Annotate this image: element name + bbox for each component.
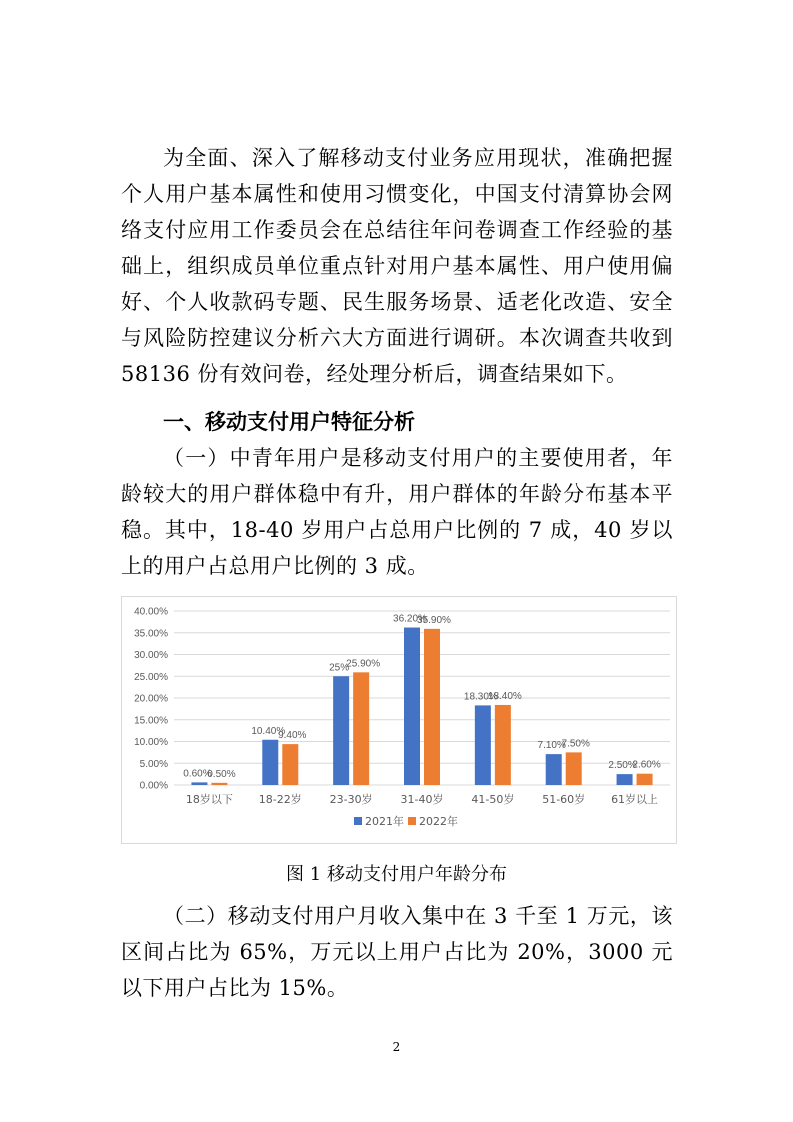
finding-paragraph-1: （一）中青年用户是移动支付用户的主要使用者，年龄较大的用户群体稳中有升，用户群体的年龄分布基本平稳。其中，18-40 岁用户占总用户比例的 7 成，40 岁以上的用户占总用户比例的 3 成。 <box>121 446 673 578</box>
y-tick-label: 5.00% <box>139 758 168 770</box>
bar-2022 <box>353 672 369 785</box>
bar-2022 <box>566 752 582 785</box>
intro-paragraph: 为全面、深入了解移动支付业务应用现状，准确把握个人用户基本属性和使用习惯变化，中国支付清算协会网络支付应用工作委员会在总结往年问卷调查工作经验的基础上，组织成员单位重点针对用户基本属性、用户使用偏好、个人收款码专题、民生服务场景、适老化改造、安全与风险防控建议分析六大方面进行调研。本次调查共收到 58136 份有效问卷，经处理分析后，调查结果如下。 <box>121 146 673 386</box>
finding-paragraph-2: （二）移动支付用户月收入集中在 3 千至 1 万元，该区间占比为 65%，万元以上用户占比为 20%，3000 元以下用户占比为 15%。 <box>121 904 673 1000</box>
section-heading: 一、移动支付用户特征分析 <box>163 410 415 434</box>
data-label: 10.40% <box>251 725 286 737</box>
data-label: 18.40% <box>487 690 522 702</box>
data-label: 2.50% <box>608 760 637 772</box>
legend-label: 2022年 <box>419 815 458 828</box>
bar-2021 <box>617 774 633 785</box>
y-tick-label: 20.00% <box>134 693 168 705</box>
legend-swatch <box>408 817 416 825</box>
x-tick-label: 41-50岁 <box>471 793 515 806</box>
y-tick-label: 0.00% <box>139 780 168 792</box>
data-label: 9.40% <box>278 730 307 742</box>
x-tick-label: 18岁以下 <box>185 793 233 806</box>
bar-2021 <box>262 740 278 785</box>
bar-2022 <box>282 744 298 785</box>
bar-2022 <box>495 705 511 785</box>
y-tick-label: 10.00% <box>134 737 168 748</box>
x-tick-label: 31-40岁 <box>400 793 444 806</box>
bar-2021 <box>333 676 349 785</box>
bar-2022 <box>211 783 227 785</box>
data-label: 18.30% <box>463 691 498 703</box>
data-label: 7.50% <box>561 738 590 750</box>
bar-2021 <box>191 782 207 785</box>
bar-2021 <box>404 628 420 785</box>
data-label: 35.90% <box>417 614 451 626</box>
bar-2021 <box>546 754 562 785</box>
data-label: 25.90% <box>346 658 381 670</box>
data-label: 2.60% <box>632 759 661 771</box>
data-label: 0.60% <box>183 768 212 780</box>
legend-label: 2021年 <box>365 815 404 828</box>
x-tick-label: 51-60岁 <box>542 793 586 806</box>
page-number: 2 <box>392 1040 401 1054</box>
bar-2021 <box>475 705 491 785</box>
y-tick-label: 40.00% <box>134 606 168 618</box>
bar-2022 <box>424 629 440 785</box>
age-distribution-chart <box>121 596 677 844</box>
y-tick-label: 30.00% <box>134 650 168 661</box>
legend-swatch <box>354 817 362 825</box>
figure-caption: 图 1 移动支付用户年龄分布 <box>286 864 507 885</box>
y-tick-label: 15.00% <box>134 715 168 727</box>
data-label: 36.20% <box>393 613 427 625</box>
bar-2022 <box>637 774 653 785</box>
x-tick-label: 23-30岁 <box>329 793 373 806</box>
data-label: 7.10% <box>537 740 566 752</box>
data-label: 25% <box>329 662 350 674</box>
data-label: 0.50% <box>207 768 236 780</box>
x-tick-label: 18-22岁 <box>258 793 302 806</box>
y-tick-label: 25.00% <box>134 671 168 683</box>
y-tick-label: 35.00% <box>134 628 168 640</box>
chart-canvas <box>122 597 676 843</box>
x-tick-label: 61岁以上 <box>611 793 659 806</box>
